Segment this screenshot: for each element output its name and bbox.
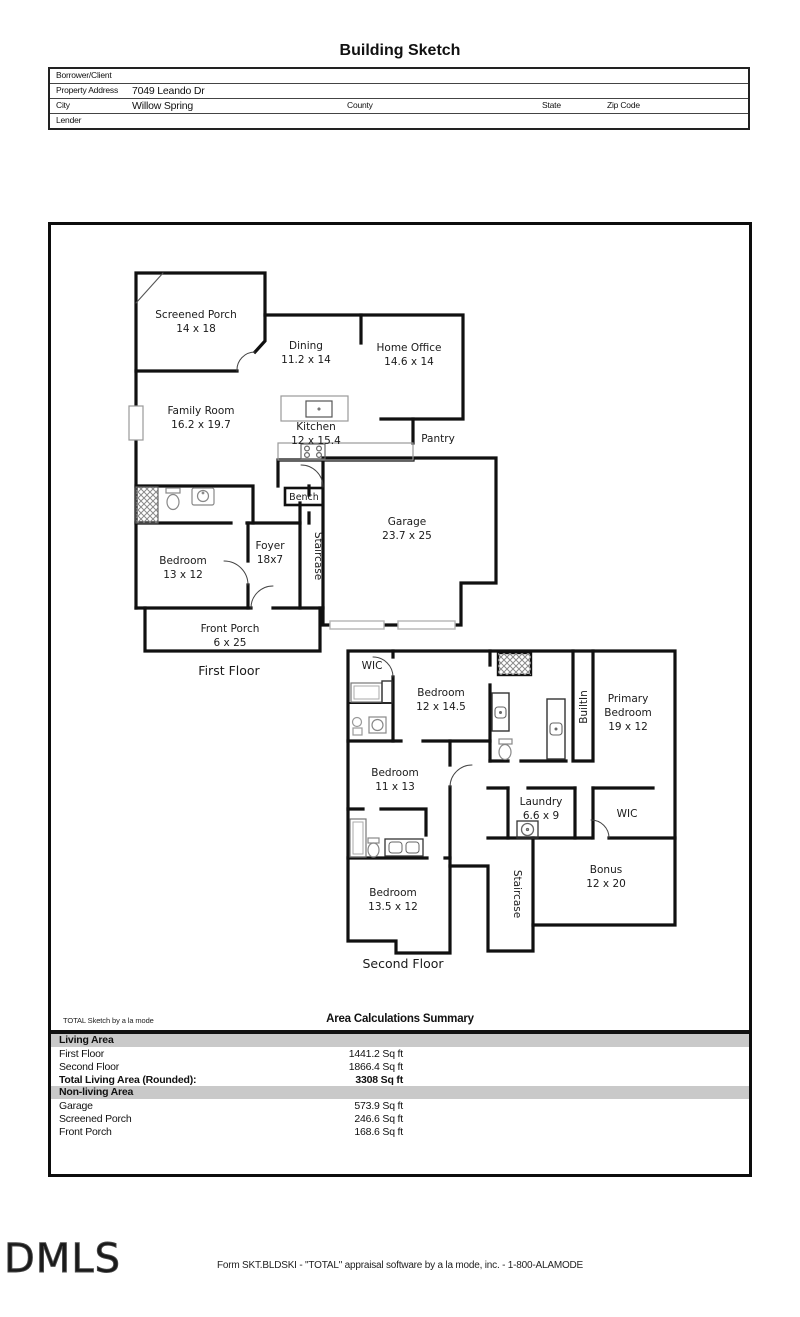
room-label-dining: Dining — [289, 340, 323, 352]
info-row-borrower — [50, 69, 748, 84]
info-row-lender — [50, 114, 748, 128]
row-label: Front Porch — [59, 1126, 112, 1138]
room-label-bedroom1f: Bedroom — [159, 555, 207, 567]
city-value: Willow Spring — [132, 100, 193, 112]
room-label-builtin: BuiltIn — [578, 690, 590, 724]
room-label-kitchen: Kitchen — [296, 421, 336, 433]
washer-icon — [517, 821, 538, 838]
room-label-bench: Bench — [289, 492, 319, 503]
nonliving-area-header: Non-living Area — [51, 1086, 749, 1099]
garage-door-arc — [301, 465, 323, 487]
room-label-pantry: Pantry — [421, 433, 455, 445]
floor-plan-svg — [51, 225, 749, 1011]
room-dim-bonus: 12 x 20 — [586, 878, 626, 890]
garage-door-right — [398, 621, 455, 629]
total-label: Total Living Area (Rounded): — [59, 1074, 197, 1086]
summary-row-front-porch — [51, 1125, 749, 1138]
summary-row-garage — [51, 1099, 749, 1112]
city-label: City — [56, 100, 70, 110]
pedestal-sink-icon — [353, 718, 363, 736]
summary-row-first-floor — [51, 1047, 749, 1060]
summary-title: Area Calculations Summary — [326, 1013, 474, 1025]
room-label-screened-porch: Screened Porch — [155, 309, 237, 321]
form-footer-line: Form SKT.BLDSKI - "TOTAL" appraisal software by a la mode, inc. - 1-800-ALAMODE — [216, 1260, 584, 1271]
room-dim-front-porch: 6 x 25 — [213, 637, 247, 649]
room-dim-bedroom1f: 13 x 12 — [163, 569, 203, 581]
fireplace-icon — [129, 406, 143, 440]
bathtub-icon-left — [350, 819, 366, 857]
row-value: 246.6 Sq ft — [354, 1113, 403, 1125]
room-dim-bedroom135: 13.5 x 12 — [368, 901, 418, 913]
state-label: State — [542, 100, 561, 110]
room-dim-home-office: 14.6 x 14 — [384, 356, 434, 368]
row-value: 1441.2 Sq ft — [348, 1048, 403, 1060]
toilet-icon — [166, 488, 180, 510]
room-label-bedroom135: Bedroom — [369, 887, 417, 899]
zip-label: Zip Code — [607, 100, 640, 110]
area-calculations-summary — [51, 1011, 749, 1138]
row-value: 168.6 Sq ft — [354, 1126, 403, 1138]
island-sink-icon — [306, 401, 332, 417]
room-label-staircase1f: Staircase — [312, 531, 324, 581]
summary-row-second-floor — [51, 1060, 749, 1073]
first-floor-caption: First Floor — [198, 663, 260, 678]
summary-header — [51, 1011, 749, 1030]
room-label-wic-left: WIC — [361, 660, 383, 672]
room-label-bedroom11: Bedroom — [371, 767, 419, 779]
sink-icon — [192, 488, 214, 505]
room-label-family-room: Family Room — [167, 405, 235, 417]
total-value: 3308 Sq ft — [355, 1074, 403, 1086]
room-dim-bedroom12: 12 x 14.5 — [416, 701, 466, 713]
dmls-logo-text: DMLS — [4, 1238, 121, 1282]
room-label-foyer: Foyer — [255, 540, 285, 552]
room-label-wic-right: WIC — [616, 808, 638, 820]
round-sink-icon — [369, 717, 386, 733]
vanity-icon-2 — [547, 699, 565, 759]
floor2-fixtures — [350, 653, 609, 857]
building-sketch-panel — [48, 222, 752, 1177]
garage-door-left — [330, 621, 384, 629]
room-label-primary-1: Primary — [607, 693, 649, 705]
bedroom11-door-arc — [450, 765, 472, 787]
row-value: 573.9 Sq ft — [354, 1100, 403, 1112]
property-address-label: Property Address — [56, 85, 118, 95]
bathtub-inner — [354, 686, 379, 699]
vanity-icon-1 — [492, 693, 509, 731]
room-label-staircase2f: Staircase — [511, 869, 523, 919]
row-label: First Floor — [59, 1048, 105, 1060]
toilet-icon-2f — [499, 739, 512, 760]
island-sink-dot — [318, 408, 320, 410]
room-label-laundry: Laundry — [519, 796, 563, 808]
room-dim-foyer: 18x7 — [256, 554, 284, 566]
room-label-primary-2: Bedroom — [604, 707, 652, 719]
porch-door-arc — [237, 352, 255, 371]
row-label: Second Floor — [59, 1061, 120, 1073]
property-info-table — [48, 67, 750, 130]
toilet-icon-left — [368, 838, 379, 857]
shower-tile — [136, 487, 158, 523]
row-value: 1866.4 Sq ft — [348, 1061, 403, 1073]
second-floor-plan — [348, 651, 675, 971]
county-label: County — [347, 100, 373, 110]
lender-label: Lender — [56, 115, 82, 125]
page-title: Building Sketch — [339, 42, 461, 59]
double-vanity-icon — [385, 839, 423, 856]
room-dim-primary: 19 x 12 — [608, 721, 648, 733]
room-dim-bedroom11: 11 x 13 — [375, 781, 415, 793]
room-dim-dining: 11.2 x 14 — [281, 354, 331, 366]
sketch-brand-text: TOTAL Sketch by a la mode — [63, 1016, 154, 1025]
room-dim-laundry: 6.6 x 9 — [522, 810, 560, 822]
room-label-front-porch: Front Porch — [200, 623, 260, 635]
info-row-city — [50, 99, 748, 114]
room-label-garage: Garage — [387, 516, 427, 528]
row-label: Screened Porch — [59, 1113, 132, 1125]
living-area-header: Living Area — [51, 1034, 749, 1047]
property-address-value: 7049 Leando Dr — [132, 85, 205, 97]
borrower-label: Borrower/Client — [56, 70, 112, 80]
porch-screen-door-line — [136, 273, 163, 303]
wic-shelf-column — [382, 681, 392, 703]
second-floor-caption: Second Floor — [362, 956, 444, 971]
info-row-property — [50, 84, 748, 99]
room-label-bonus: Bonus — [589, 864, 623, 876]
first-floor-plan — [129, 273, 496, 678]
room-dim-garage: 23.7 x 25 — [382, 530, 432, 542]
room-label-home-office: Home Office — [376, 342, 442, 354]
room-label-bedroom12: Bedroom — [417, 687, 465, 699]
room-dim-family-room: 16.2 x 19.7 — [171, 419, 231, 431]
room-dim-kitchen: 12 x 15.4 — [291, 435, 341, 447]
bedroom-door-arc — [224, 561, 248, 585]
front-door-arc — [251, 586, 273, 608]
row-label: Garage — [59, 1100, 93, 1112]
summary-row-screened-porch — [51, 1112, 749, 1125]
room-dim-screened-porch: 14 x 18 — [176, 323, 216, 335]
summary-row-total — [51, 1073, 749, 1086]
shower-tile-2f — [498, 653, 531, 675]
